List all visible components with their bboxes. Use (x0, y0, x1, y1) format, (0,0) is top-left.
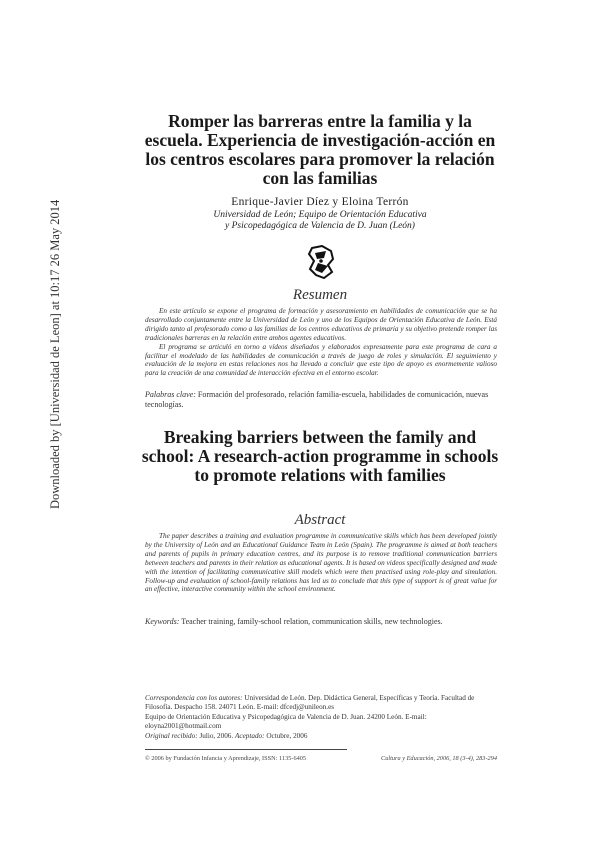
accepted-label: Aceptado: (234, 731, 265, 740)
received-label: Original recibido: (145, 731, 198, 740)
keywords-label: Keywords: (145, 617, 180, 626)
abstract-heading: Abstract (294, 512, 346, 528)
english-title: Breaking barriers between the family and school: A research-action programme in schools to promote relations with families (141, 427, 499, 485)
abstract-body (145, 532, 497, 594)
palabras-clave (145, 390, 497, 410)
footer-copyright: © 2006 by Fundación Infancia y Aprendizaje, ISSN: 1135-6405 (145, 755, 307, 762)
spanish-title: Romper las barreras entre la familia y la escuela. Experiencia de investigación-acción en los centros escolares para promover la relación con las familias (144, 111, 496, 188)
correspondence-block (145, 694, 497, 741)
correspondence-label: Correspondencia con los autores: (145, 694, 243, 702)
correspondence-line-1 (145, 694, 497, 713)
palabras-clave-label: Palabras clave: (145, 390, 196, 399)
keywords-text: Teacher training, family-school relation, communication skills, new technologies. (181, 617, 443, 626)
abstract-paragraph: The paper describes a training and evaluation programme in communicative skills which has been developed jointly by the University of León and an Educational Guidance Team in León (Spain). The programme is aimed at both teachers and parents of pupils in primary education centres, and its purpose is to remove traditional communication barriers between teachers and parents in their relation as educational agents. It is based on videos specifically designed and made with the intention of facilitating communicative skill models which were then practised using role-play and simulation. Follow-up and evaluation of school-family relations has led us to conclude that this type of support is of great value for an effective, interactive community within the school environment. (145, 532, 497, 594)
palabras-clave-text: Formación del profesorado, relación familia-escuela, habilidades de comunicación, nuevas tecnologías. (145, 390, 489, 409)
affiliation-line-2: y Psicopedagógica de Valencia de D. Juan (León) (225, 221, 415, 231)
resumen-heading: Resumen (292, 287, 348, 303)
footer-citation: Cultura y Educación, 2006, 18 (3-4), 283-294 (381, 755, 497, 762)
correspondence-text: Universidad de León. Dep. Didáctica General, Específicas y Teoría. Facultad de Filosofía. Despacho 158. 24071 León. E-mail: dfcedj@unileon.es (145, 694, 475, 712)
received-line (145, 732, 497, 741)
correspondence-line-2: Equipo de Orientación Educativa y Psicopedagógica de Valencia de D. Juan. 24200 León. E-mail: eloyna2001@hotmail.com (145, 712, 427, 731)
resumen-body (145, 307, 497, 378)
resumen-paragraph-2: El programa se articuló en torno a vídeos diseñados y elaborados expresamente para este programa de cara a facilitar el modelado de las habilidades de comunicación a través de juego de roles y simulación. El seguimiento y evaluación de la mejora en estas relaciones nos ha llevado a concluir que este tipo de apoyo es enormemente valioso para la creación de una comunidad de interacción efectiva en el entorno escolar. (145, 342, 497, 378)
download-note: Downloaded by [Universidad de Leon] at 10:17 26 May 2014 (48, 200, 62, 510)
keywords (145, 617, 497, 627)
journal-logo-icon (306, 245, 336, 279)
resumen-paragraph-1: En este artículo se expone el programa de formación y asesoramiento en habilidades de comunicación que se ha desarrollado conjuntamente entre la Universidad de León y uno de los Equipos de Orientación Educativa de León. Está dirigido tanto al profesorado como a las familias de los centros educativos de primaria y su objetivo pretende romper las tradicionales barreras en la relación entre ambos agentes educativos. (145, 307, 497, 342)
accepted-date: Octubre, 2006 (266, 731, 308, 740)
footer-rule (145, 749, 347, 750)
received-date: Julio, 2006. (199, 731, 234, 740)
affiliation-line-1: Universidad de León; Equipo de Orientación Educativa (213, 210, 427, 220)
authors: Enrique-Javier Díez y Eloina Terrón (231, 196, 409, 208)
